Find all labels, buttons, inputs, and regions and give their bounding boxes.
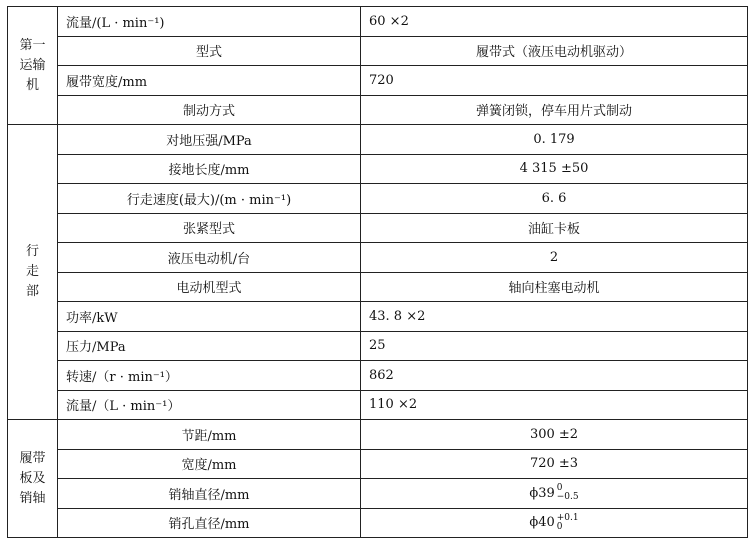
value-cell: 25 [361,331,748,361]
param-cell: 宽度/mm [58,449,361,479]
section-label-line: 第一 [19,37,46,53]
table-row [8,154,748,184]
section-label-line: 走 [25,264,39,279]
section-label-line: 销轴 [19,490,46,506]
value-cell: 720 ±3 [361,449,748,479]
tolerance-limits [557,514,579,532]
section-label-line: 运输 [19,57,46,73]
param-cell: 流量/(L · min⁻¹) [58,7,361,37]
table-row [8,361,748,391]
param-cell: 销孔直径/mm [58,508,361,538]
value-cell: 履带式（液压电动机驱动） [361,36,748,66]
tolerance-value [529,483,579,503]
table-row [8,184,748,214]
section-label [8,125,58,420]
param-cell: 行走速度(最大)/(m · min⁻¹) [58,184,361,214]
value-cell: 862 [361,361,748,391]
value-cell [361,508,748,538]
tolerance-limits [557,484,579,502]
param-cell: 压力/MPa [58,331,361,361]
param-cell: 接地长度/mm [58,154,361,184]
value-cell: 2 [361,243,748,273]
value-cell: 轴向柱塞电动机 [361,272,748,302]
section-label [8,7,58,125]
upper-tolerance: +0.1 [556,512,579,523]
table-row [8,243,748,273]
lower-tolerance: 0 [556,521,563,532]
table-row [8,66,748,96]
spec-table-body [8,7,748,538]
value-cell: 油缸卡板 [361,213,748,243]
table-row [8,7,748,37]
table-row [8,272,748,302]
param-cell: 张紧型式 [58,213,361,243]
value-cell: 弹簧闭锁，停车用片式制动 [361,95,748,125]
table-row [8,302,748,332]
value-cell [361,479,748,509]
section-label-line: 行 [25,244,39,259]
param-cell: 节距/mm [58,420,361,450]
section-label-line: 机 [25,77,39,93]
table-row [8,36,748,66]
section-label-line: 部 [25,284,39,299]
value-cell: 6. 6 [361,184,748,214]
lower-tolerance: −0.5 [556,492,579,503]
table-row [8,95,748,125]
table-row [8,508,748,538]
spec-table [7,6,748,538]
nominal-value: ϕ39 [529,485,555,501]
section-label [8,420,58,538]
param-cell: 制动方式 [58,95,361,125]
table-row [8,213,748,243]
value-cell: 300 ±2 [361,420,748,450]
value-cell: 4 315 ±50 [361,154,748,184]
param-cell: 履带宽度/mm [58,66,361,96]
param-cell: 销轴直径/mm [58,479,361,509]
value-cell: 0. 179 [361,125,748,155]
section-label-line: 板及 [19,470,46,486]
table-row [8,479,748,509]
param-cell: 对地压强/MPa [58,125,361,155]
param-cell: 型式 [58,36,361,66]
tolerance-value [529,512,579,532]
value-cell: 43. 8 ×2 [361,302,748,332]
table-row [8,125,748,155]
upper-tolerance: 0 [556,483,563,494]
nominal-value: ϕ40 [529,515,555,531]
value-cell: 60 ×2 [361,7,748,37]
value-cell: 720 [361,66,748,96]
table-row [8,420,748,450]
param-cell: 功率/kW [58,302,361,332]
param-cell: 液压电动机/台 [58,243,361,273]
param-cell: 流量/（L · min⁻¹） [58,390,361,420]
table-row [8,331,748,361]
table-row [8,390,748,420]
value-cell: 110 ×2 [361,390,748,420]
section-label-line: 履带 [19,450,46,466]
table-row [8,449,748,479]
param-cell: 转速/（r · min⁻¹） [58,361,361,391]
param-cell: 电动机型式 [58,272,361,302]
